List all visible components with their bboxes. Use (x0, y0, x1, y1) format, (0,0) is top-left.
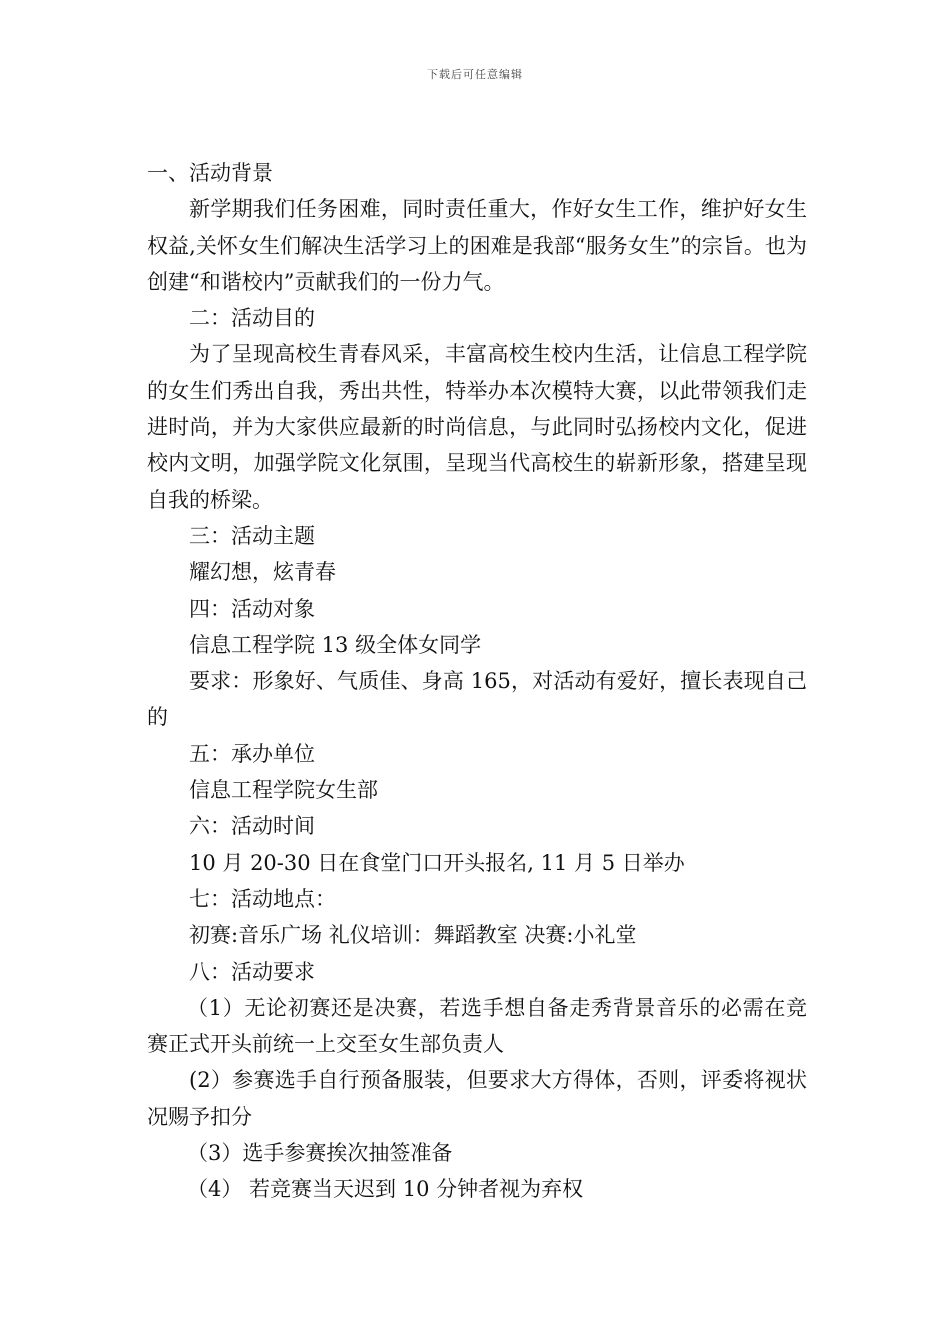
paragraph-time: 10 月 20-30 日在食堂门口开头报名, 11 月 5 日举办 (189, 850, 685, 875)
section-heading-background: 一、活动背景 (147, 161, 273, 185)
section-heading-rules: 八：活动要求 (189, 959, 315, 984)
paragraph-purpose: 为了呈现高校生青春风采，丰富高校生校内生活，让信息工程学院的女生们秀出自我，秀出共性，特举办本次模特大赛，以此带领我们走进时尚，并为大家供应最新的时尚信息，与此同时弘扬校内文化，促进校内文明，加强学院文化氛围，呈现当代高校生的崭新形象，搭建呈现自我的桥梁。 (147, 342, 807, 512)
rule-item-1: （1）无论初赛还是决赛，若选手想自备走秀背景音乐的必需在竞赛正式开头前统一上交至女生部负责人 (147, 995, 807, 1057)
rule-item-2: (2）参赛选手自行预备服装，但要求大方得体，否则，评委将视状况赐予扣分 (147, 1068, 807, 1129)
rule-item-3: （3）选手参赛挨次抽签准备 (187, 1141, 453, 1166)
paragraph-audience: 信息工程学院 13 级全体女同学 (189, 632, 482, 657)
paragraph-background: 新学期我们任务困难，同时责任重大，作好女生工作，维护好女生权益,关怀女生们解决生活学习上的困难是我部“服务女生”的宗旨。也为创建“和谐校内”贡献我们的一份力气。 (147, 197, 807, 294)
section-heading-purpose: 二：活动目的 (189, 306, 315, 331)
paragraph-theme: 耀幻想，炫青春 (189, 560, 336, 585)
section-heading-time: 六：活动时间 (189, 814, 315, 839)
section-heading-organizer: 五：承办单位 (189, 741, 315, 766)
page-header: 下载后可任意编辑 (427, 68, 523, 81)
section-heading-location: 七：活动地点： (189, 886, 336, 911)
paragraph-requirements-audience: 要求：形象好、气质佳、身高 165，对活动有爱好，擅长表现自己的 (147, 669, 807, 730)
rule-item-4: （4） 若竞赛当天迟到 10 分钟者视为弃权 (187, 1177, 584, 1202)
paragraph-location: 初赛:音乐广场 礼仪培训：舞蹈教室 决赛:小礼堂 (189, 923, 637, 948)
paragraph-organizer: 信息工程学院女生部 (189, 778, 378, 803)
document-body (147, 155, 807, 1208)
section-heading-theme: 三：活动主题 (189, 523, 315, 548)
section-heading-audience: 四：活动对象 (189, 596, 315, 621)
